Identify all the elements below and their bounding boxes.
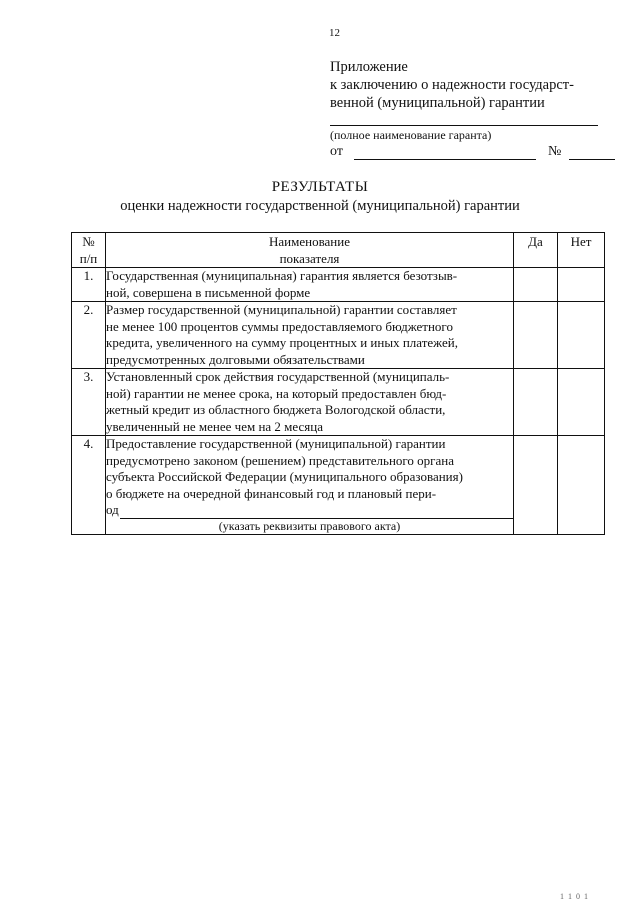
yes-cell[interactable] <box>514 369 558 436</box>
appendix-block <box>330 58 620 112</box>
row-text-line: о бюджете на очередной финансовый год и плановый пери- <box>106 485 437 501</box>
no-cell[interactable] <box>558 302 605 369</box>
footer-mark: 1 1 0 1 <box>560 892 589 901</box>
date-blank <box>354 145 536 160</box>
date-number-row <box>330 144 602 160</box>
page-number: 12 <box>329 27 340 39</box>
appendix-line: венной (муниципальной) гарантии <box>330 95 545 111</box>
document-subtitle: оценки надежности государственной (муниципальной) гарантии <box>120 198 520 214</box>
row-text-line: не менее 100 процентов суммы предоставляемого бюджетного <box>106 318 453 334</box>
row-text-line: Государственная (муниципальная) гарантия является безотзыв- <box>106 268 458 283</box>
row-text-line: Размер государственной (муниципальной) гарантии составляет <box>106 302 457 317</box>
yes-cell[interactable] <box>514 268 558 302</box>
no-cell[interactable] <box>558 436 605 535</box>
document-title: РЕЗУЛЬТАТЫ <box>271 179 369 195</box>
appendix-line: Приложение <box>330 59 408 75</box>
no-cell[interactable] <box>558 268 605 302</box>
row-number: 4. <box>72 436 106 535</box>
row-text <box>106 302 514 369</box>
row-text-line: Установленный срок действия государственной (муниципаль- <box>106 369 450 384</box>
row-text-line: жетный кредит из областного бюджета Вологодской области, <box>106 402 446 417</box>
number-label: № <box>547 144 562 159</box>
header-name-line: Наименование <box>269 234 350 249</box>
row-number: 3. <box>72 369 106 436</box>
row-text <box>106 436 514 535</box>
header-yes: Да <box>514 233 558 268</box>
legal-act-blank[interactable] <box>120 505 513 519</box>
row-text-line: предусмотренных долговыми обязательствами <box>106 351 365 367</box>
row-text-line: од <box>106 502 119 517</box>
legal-act-blank-row <box>106 502 513 519</box>
row-number: 2. <box>72 302 106 369</box>
legal-act-caption: (указать реквизиты правового акта) <box>218 518 401 533</box>
row-text-line: Предоставление государственной (муниципальной) гарантии <box>106 436 446 451</box>
row-number: 1. <box>72 268 106 302</box>
header-num-line: № <box>82 234 95 249</box>
appendix-line: к заключению о надежности государст- <box>330 77 574 93</box>
row-text-line: ной) гарантии не менее срока, на который предоставлен бюд- <box>106 385 447 401</box>
header-no: Нет <box>558 233 605 268</box>
header-name <box>106 233 514 268</box>
header-num-line: п/п <box>79 250 98 266</box>
header-name-line: показателя <box>279 250 340 266</box>
table-row <box>72 436 605 535</box>
guarantor-caption: (полное наименование гаранта) <box>330 128 492 142</box>
row-text-line: субъекта Российской Федерации (муниципального образования) <box>106 469 463 484</box>
row-text <box>106 268 514 302</box>
indicators-table <box>71 232 605 535</box>
table-row <box>72 302 605 369</box>
table-header-row <box>72 233 605 268</box>
row-text-line: кредита, увеличенного на сумму процентных и иных платежей, <box>106 335 458 350</box>
yes-cell[interactable] <box>514 302 558 369</box>
yes-cell[interactable] <box>514 436 558 535</box>
number-blank <box>569 145 615 160</box>
row-text-line: предусмотрено законом (решением) представительного органа <box>106 452 454 468</box>
row-text-line: увеличенный не менее чем на 2 месяца <box>106 418 323 434</box>
guarantor-name-blank <box>330 125 598 126</box>
row-text-line: ной, совершена в письменной форме <box>106 284 311 300</box>
from-label: от <box>330 144 343 159</box>
header-num <box>72 233 106 268</box>
no-cell[interactable] <box>558 369 605 436</box>
row-text <box>106 369 514 436</box>
table-row <box>72 268 605 302</box>
table-row <box>72 369 605 436</box>
